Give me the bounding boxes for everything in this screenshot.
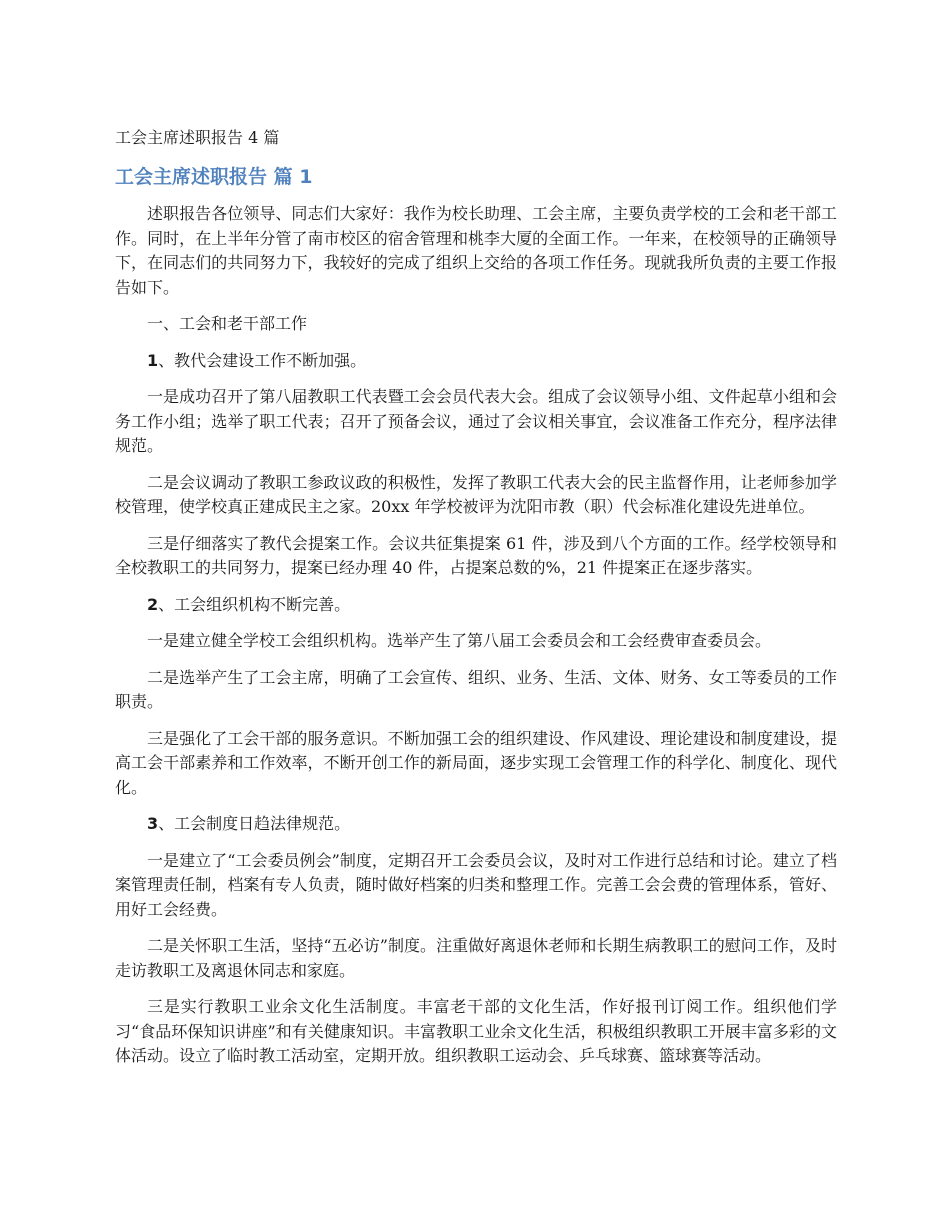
- item-number: 2: [147, 594, 159, 614]
- paragraph-item-3: [115, 812, 837, 837]
- paragraph-1-c: 三是仔细落实了教代会提案工作。会议共征集提案 61 件，涉及到八个方面的工作。经学校领导和全校教职工的共同努力，提案已经办理 40 件，占提案总数的%，21 件提案正在逐步落实。: [115, 533, 837, 577]
- document-body: [115, 202, 837, 1081]
- item-number: 3: [147, 814, 159, 833]
- paragraph-2-c: 三是强化了工会干部的服务意识。不断加强工会的组织建设、作风建设、理论建设和制度建设，提高工会干部素养和工作效率，不断开创工作的新局面，逐步实现工会管理工作的科学化、制度化、现代化。: [115, 728, 837, 797]
- document-title: 工会主席述职报告 4 篇: [115, 128, 280, 147]
- paragraph-item-2: [115, 593, 837, 618]
- paragraph-3-b: 二是关怀职工生活，坚持“五必访”制度。注重做好离退休老师和长期生病教职工的慰问工作，及时走访教职工及离退休同志和家庭。: [115, 936, 837, 980]
- paragraph-2-a: 一是建立健全学校工会组织机构。选举产生了第八届工会委员会和工会经费审查委员会。: [147, 631, 772, 650]
- item-text: 、工会制度日趋法律规范。: [158, 814, 351, 833]
- item-number: 1: [147, 350, 159, 370]
- section-heading: 工会主席述职报告 篇 1: [115, 166, 313, 188]
- paragraph-2-b: 二是选举产生了工会主席，明确了工会宣传、组织、业务、生活、文体、财务、女工等委员的工作职责。: [115, 667, 837, 711]
- paragraph-1-a: 一是成功召开了第八届教职工代表暨工会会员代表大会。组成了会议领导小组、文件起草小组和会务工作小组；选举了职工代表；召开了预备会议，通过了会议相关事宜，会议准备工作充分，程序法律规范。: [115, 387, 837, 455]
- item-text: 、工会组织机构不断完善。: [158, 594, 351, 614]
- paragraph-3-c: 三是实行教职工业余文化生活制度。丰富老干部的文化生活，作好报刊订阅工作。组织他们学习“食品环保知识讲座”和有关健康知识。丰富教职工业余文化生活，积极组织教职工开展丰富多彩的文体活动。设立了临时教工活动室，定期开放。组织教职工运动会、乒乓球赛、篮球赛等活动。: [115, 997, 837, 1065]
- paragraph-section-1: 一、工会和老干部工作: [147, 314, 308, 333]
- paragraph-item-1: [115, 349, 837, 374]
- paragraph-intro: 述职报告各位领导、同志们大家好：我作为校长助理、工会主席，主要负责学校的工会和老干部工作。同时，在上半年分管了南市校区的宿舍管理和桃李大厦的全面工作。一年来，在校领导的正确领导下，在同志们的共同努力下，我较好的完成了组织上交给的各项工作任务。现就我所负责的主要工作报告如下。: [115, 204, 837, 297]
- paragraph-1-b: 二是会议调动了教职工参政议政的积极性，发挥了教职工代表大会的民主监督作用，让老师参加学校管理，使学校真正建成民主之家。20xx 年学校被评为沈阳市教（职）代会标准化建设先进单位。: [115, 472, 837, 516]
- item-text: 、教代会建设工作不断加强。: [158, 350, 367, 370]
- paragraph-3-a: 一是建立了“工会委员例会”制度，定期召开工会委员会议，及时对工作进行总结和讨论。建立了档案管理责任制，档案有专人负责，随时做好档案的归类和整理工作。完善工会会费的管理体系，管好、用好工会经费。: [115, 850, 837, 919]
